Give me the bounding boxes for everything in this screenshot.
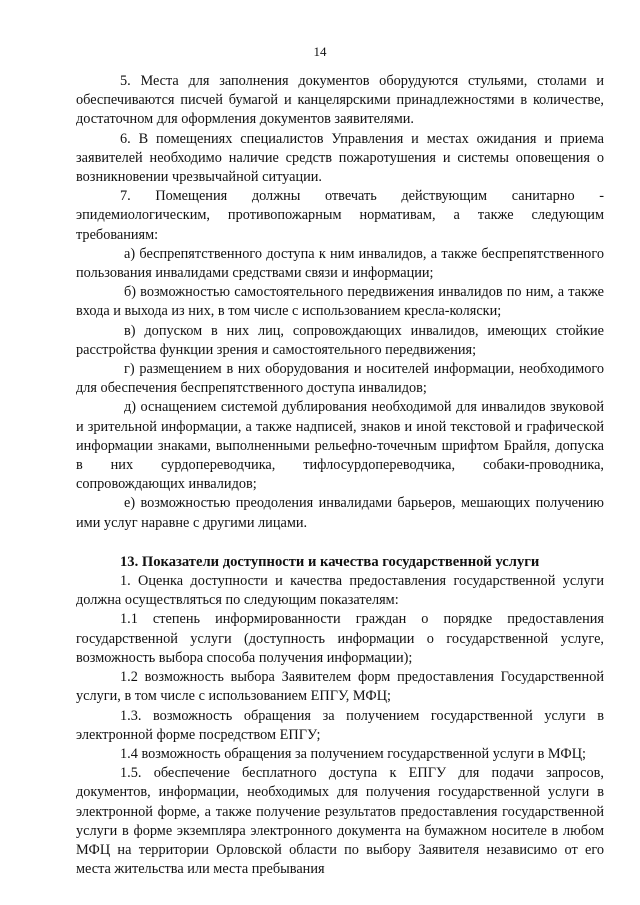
- paragraph-1-4-mfc: 1.4 возможность обращения за получением государственной услуги в МФЦ;: [120, 745, 587, 762]
- paragraph-5-workplaces: 5. Места для заполнения документов оборудуются стульями, столами и обеспечиваются писчей бумагой и канцелярскими принадлежностями в количестве, достаточном для оформления документов заявителями.: [76, 73, 604, 128]
- list-item-e: е) возможностью преодоления инвалидами барьеров, мешающих получению ими услуг наравне с другими лицами.: [76, 495, 604, 531]
- list-item-d: д) оснащением системой дублирования необходимой для инвалидов звуковой и зрительной информации, а также надписей, знаков и иной текстовой и графической информации знаками, выполненными рельефно-точечным шрифтом Брайля, допуска в них сурдопереводчика, тифлосурдопереводчика, собаки-проводника, сопровождающих инвалидов;: [76, 399, 604, 493]
- paragraph-1-assessment: 1. Оценка доступности и качества предоставления государственной услуги должна осуществляться по следующим показателям:: [76, 573, 604, 609]
- paragraph-1-2-choice: 1.2 возможность выбора Заявителем форм предоставления Государственной услуги, в том числе с использованием ЕПГУ, МФЦ;: [76, 669, 604, 705]
- list-item-a: а) беспрепятственного доступа к ним инвалидов, а также беспрепятственного пользования инвалидами средствами связи и информации;: [76, 245, 604, 282]
- list-item-g: г) размещением в них оборудования и носителей информации, необходимого для обеспечения беспрепятственного доступа инвалидов;: [76, 361, 604, 397]
- paragraph-1-3-electronic: 1.3. возможность обращения за получением государственной услуги в электронной форме посредством ЕПГУ;: [76, 707, 604, 743]
- list-item-v: в) допуском в них лиц, сопровождающих инвалидов, имеющих стойкие расстройства функции зрения и самостоятельного передвижения;: [76, 322, 604, 358]
- page-number: 14: [313, 44, 327, 59]
- paragraph-1-5-free-access: 1.5. обеспечение бесплатного доступа к ЕПГУ для подачи запросов, документов, информации, необходимых для получения государственной услуги в электронной форме, а также получение результатов предоставления государственной услуги в форме экземпляра электронного документа на бумажном носителе в любом МФЦ на территории Орловской области по выбору Заявителя независимо от его места жительства или места пребывания: [76, 765, 604, 878]
- paragraph-1-1-informedness: 1.1 степень информированности граждан о порядке предоставления государственной услуги (доступность информации о государственной услуге, возможность выбора способа получения информации);: [76, 611, 604, 666]
- document-body: [76, 72, 604, 879]
- section-heading: 13. Показатели доступности и качества государственной услуги: [120, 553, 540, 570]
- paragraph-6-fire-safety: 6. В помещениях специалистов Управления и местах ожидания и приема заявителей необходимо наличие средств пожаротушения и системы оповещения о возникновении чрезвычайной ситуации.: [76, 130, 604, 186]
- paragraph-7-requirements: 7. Помещения должны отвечать действующим санитарно - эпидемиологическим, противопожарным нормативам, а также следующим требованиям:: [76, 188, 604, 243]
- list-item-b: б) возможностью самостоятельного передвижения инвалидов по ним, а также входа и выхода из них, в том числе с использованием кресла-коляски;: [76, 284, 604, 320]
